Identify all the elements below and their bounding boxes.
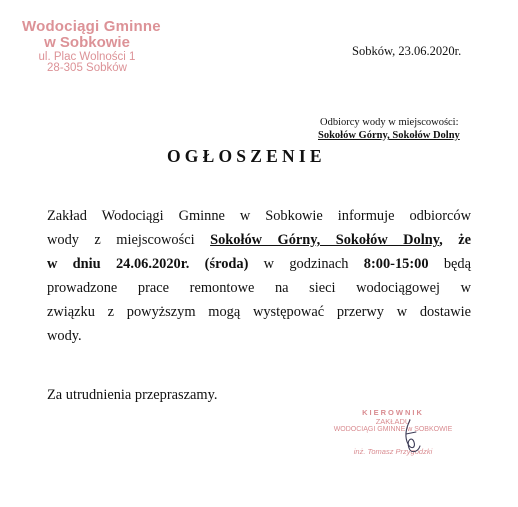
stamp-company-location: w Sobkowie xyxy=(44,34,130,51)
body-line-2 xyxy=(47,228,471,252)
handwritten-signature-icon xyxy=(376,414,446,464)
stamp-street: ul. Plac Wolności 1 xyxy=(38,51,136,63)
recipients-names: Sokołów Górny, Sokołów Dolny xyxy=(318,130,460,141)
apology-text: Za utrudnienia przepraszamy. xyxy=(47,387,218,403)
announcement-body xyxy=(47,204,471,348)
stamp-role: KIEROWNIK xyxy=(362,408,424,417)
body-text: wody z miejscowości xyxy=(47,232,211,248)
body-line-5: związku z powyższym mogą występować przerwy w dostawie xyxy=(47,304,471,320)
body-text-bold: , że xyxy=(439,232,471,248)
document-date: Sobków, 23.06.2020r. xyxy=(352,44,462,58)
body-line-4: prowadzone prace remontowe na sieci wodociągowej w xyxy=(47,280,471,296)
body-line-6: wody. xyxy=(47,328,82,344)
stamp-postal-code: 28-305 Sobków xyxy=(47,62,127,74)
company-stamp xyxy=(22,18,161,74)
body-line-1: Zakład Wodociągi Gminne w Sobkowie informuje odbiorców xyxy=(47,208,471,224)
recipients-label: Odbiorcy wody w miejscowości: xyxy=(320,117,459,128)
stamp-person-name: inż. Tomasz Przygodzki xyxy=(353,447,433,456)
body-text: w godzinach xyxy=(248,256,364,272)
stamp-company-name: Wodociągi Gminne xyxy=(22,18,161,35)
body-line-3 xyxy=(47,252,471,276)
work-date: w dniu 24.06.2020r. (środa) xyxy=(47,256,249,272)
stamp-department: ZAKŁADU xyxy=(375,417,411,426)
document-title: OGŁOSZENIE xyxy=(167,146,326,166)
body-text: będą xyxy=(428,256,471,272)
work-hours: 8:00-15:00 xyxy=(363,256,429,272)
affected-places: Sokołów Górny, Sokołów Dolny xyxy=(210,232,440,248)
stamp-organization: WODOCIĄGI GMINNE w SOBKOWIE xyxy=(333,426,453,433)
